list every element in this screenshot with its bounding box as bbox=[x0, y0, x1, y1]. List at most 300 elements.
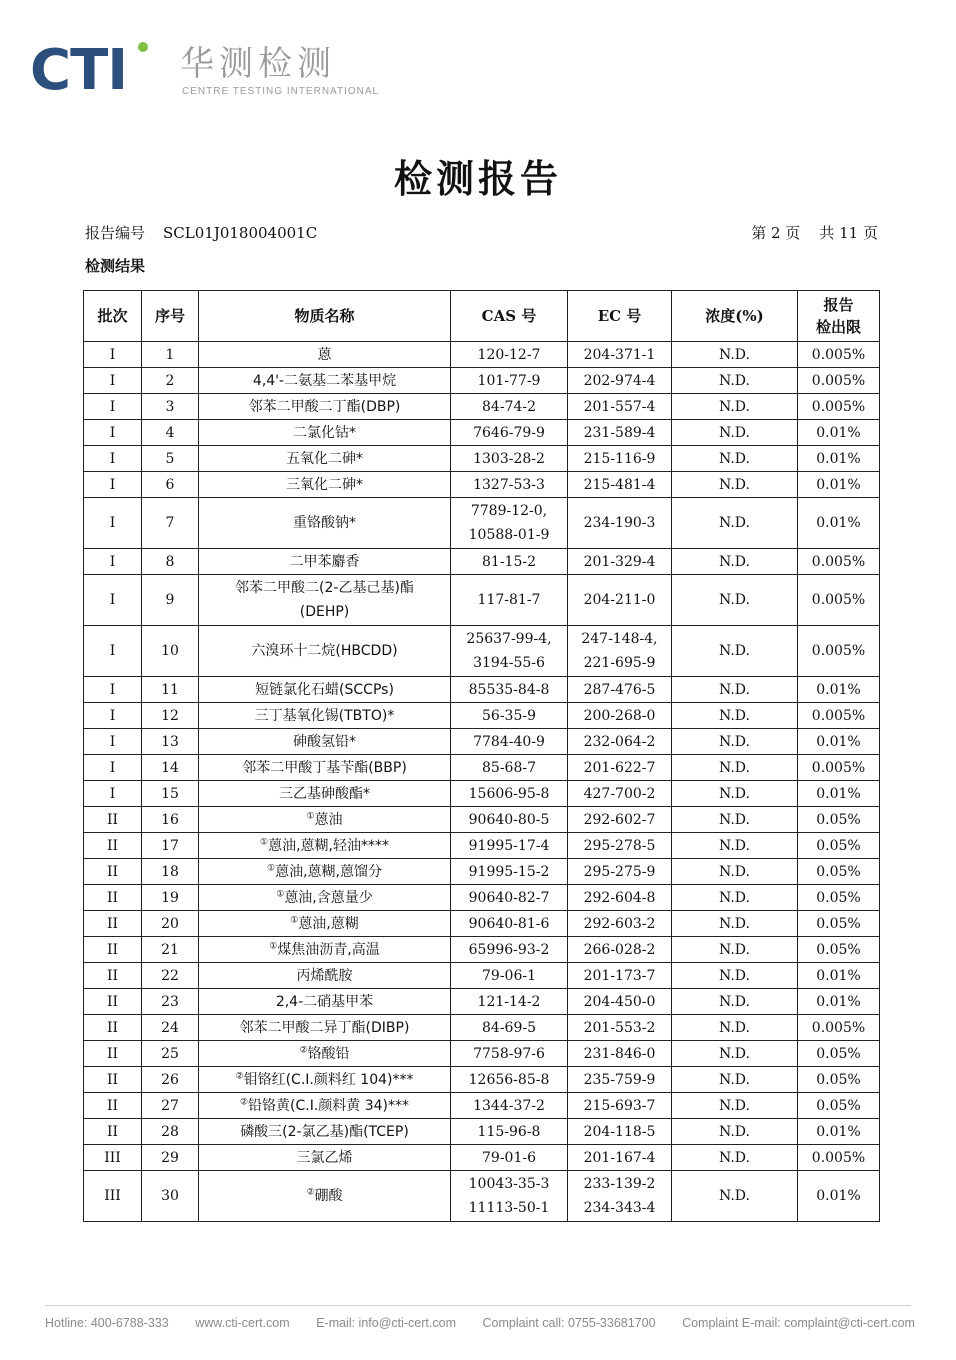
cell-substance-text: 邻苯二甲酸二丁酯(DBP) bbox=[248, 398, 401, 415]
cell-concentration bbox=[672, 755, 798, 781]
cell-concentration-text: N.D. bbox=[719, 889, 750, 906]
cell-limit-text: 0.05% bbox=[816, 863, 861, 880]
cell-concentration bbox=[672, 342, 798, 368]
cell-cas-text: 7784-40-9 bbox=[473, 733, 545, 750]
table-row bbox=[84, 911, 880, 937]
cell-substance-text: 短链氯化石蜡(SCCPs) bbox=[255, 681, 394, 698]
cell-ec bbox=[568, 989, 672, 1015]
cell-limit-text: 0.005% bbox=[811, 707, 866, 724]
cell-ec bbox=[568, 549, 672, 575]
cell-ec bbox=[568, 394, 672, 420]
cell-limit-text: 0.05% bbox=[816, 941, 861, 958]
cell-ec-text: 247-148-4, 221-695-9 bbox=[581, 631, 658, 671]
cell-batch bbox=[84, 963, 142, 989]
cell-cas-text: 117-81-7 bbox=[477, 592, 541, 608]
cell-substance-text: 重铬酸钠* bbox=[293, 515, 356, 531]
cell-concentration bbox=[672, 498, 798, 549]
cell-substance bbox=[199, 1067, 451, 1093]
cell-concentration-text: N.D. bbox=[719, 941, 750, 958]
cell-limit bbox=[798, 626, 880, 677]
cell-ec-text: 232-064-2 bbox=[583, 733, 656, 750]
cell-ec bbox=[568, 859, 672, 885]
cell-no-text: 7 bbox=[165, 515, 175, 531]
cell-concentration bbox=[672, 807, 798, 833]
cell-no-text: 3 bbox=[165, 398, 175, 415]
cell-batch-text: I bbox=[109, 707, 116, 724]
cell-substance-text: 邻苯二甲酸丁基苄酯(BBP) bbox=[242, 759, 407, 776]
cell-substance bbox=[199, 729, 451, 755]
cell-ec-text: 204-450-0 bbox=[583, 993, 656, 1010]
cell-limit bbox=[798, 1067, 880, 1093]
cell-ec-text: 215-481-4 bbox=[583, 476, 656, 493]
section-title: 检测结果 bbox=[85, 257, 146, 275]
cell-limit bbox=[798, 755, 880, 781]
cell-substance bbox=[199, 368, 451, 394]
cell-no bbox=[142, 549, 199, 575]
cell-substance-text: 蒽油 bbox=[314, 811, 343, 828]
cell-substance-text: 4,4'-二氨基二苯基甲烷 bbox=[252, 372, 397, 389]
cell-batch bbox=[84, 472, 142, 498]
cell-ec bbox=[568, 472, 672, 498]
cell-no bbox=[142, 1015, 199, 1041]
cell-substance-text: 钼铬红(C.I.颜料红 104)*** bbox=[243, 1071, 414, 1088]
cell-no bbox=[142, 1145, 199, 1171]
cell-batch bbox=[84, 1171, 142, 1222]
cell-no-text: 15 bbox=[161, 785, 179, 802]
footnote-marker: ① bbox=[276, 888, 285, 899]
footnote-marker: ② bbox=[306, 1187, 315, 1198]
cell-substance bbox=[199, 989, 451, 1015]
cell-concentration-text: N.D. bbox=[719, 476, 750, 493]
cell-cas-text: 91995-17-4 bbox=[468, 837, 550, 854]
cell-limit-text: 0.005% bbox=[811, 372, 866, 389]
cell-concentration bbox=[672, 368, 798, 394]
cell-concentration-text: N.D. bbox=[719, 643, 750, 659]
cell-concentration-text: N.D. bbox=[719, 707, 750, 724]
footer-email: E-mail: info@cti-cert.com bbox=[316, 1316, 456, 1330]
cell-ec-text: 233-139-2 234-343-4 bbox=[583, 1176, 656, 1216]
cell-concentration bbox=[672, 420, 798, 446]
cell-cas bbox=[451, 394, 568, 420]
cell-no-text: 10 bbox=[161, 643, 179, 659]
cell-batch bbox=[84, 549, 142, 575]
cell-cas bbox=[451, 368, 568, 394]
cell-limit bbox=[798, 342, 880, 368]
cell-limit-text: 0.01% bbox=[816, 450, 861, 467]
cell-ec bbox=[568, 833, 672, 859]
table-row bbox=[84, 1067, 880, 1093]
cell-ec-text: 204-371-1 bbox=[583, 346, 656, 363]
cell-ec-text: 201-173-7 bbox=[583, 967, 656, 984]
cell-limit-text: 0.05% bbox=[816, 837, 861, 854]
cell-batch bbox=[84, 1119, 142, 1145]
cell-limit-text: 0.005% bbox=[811, 1149, 866, 1166]
cell-substance bbox=[199, 1171, 451, 1222]
header-no: 序号 bbox=[142, 291, 199, 342]
cell-no-text: 13 bbox=[161, 733, 179, 750]
cell-batch bbox=[84, 989, 142, 1015]
cell-cas-text: 1327-53-3 bbox=[473, 476, 545, 493]
cell-no bbox=[142, 1041, 199, 1067]
cell-no bbox=[142, 807, 199, 833]
cell-batch-text: II bbox=[106, 1097, 119, 1114]
cell-concentration bbox=[672, 677, 798, 703]
cell-no bbox=[142, 342, 199, 368]
cell-ec bbox=[568, 1145, 672, 1171]
cell-limit bbox=[798, 859, 880, 885]
footer-hotline: Hotline: 400-6788-333 bbox=[45, 1316, 169, 1330]
cell-substance-text: 煤焦油沥青,高温 bbox=[277, 941, 380, 958]
cell-batch bbox=[84, 575, 142, 626]
cell-batch bbox=[84, 1041, 142, 1067]
cell-cas-text: 79-01-6 bbox=[482, 1149, 536, 1166]
cell-batch-text: I bbox=[109, 643, 116, 659]
table-row bbox=[84, 1093, 880, 1119]
cell-substance-text: 蒽油,蒽糊,轻油**** bbox=[268, 837, 389, 854]
cell-no-text: 25 bbox=[161, 1045, 179, 1062]
cell-concentration bbox=[672, 885, 798, 911]
cell-cas-text: 90640-80-5 bbox=[468, 811, 550, 828]
cell-no-text: 9 bbox=[165, 592, 175, 608]
cell-batch bbox=[84, 394, 142, 420]
cell-no-text: 27 bbox=[161, 1097, 179, 1114]
cell-no bbox=[142, 498, 199, 549]
cell-batch bbox=[84, 1145, 142, 1171]
report-number bbox=[85, 222, 317, 243]
cell-batch-text: I bbox=[109, 450, 116, 467]
cell-cas-text: 1303-28-2 bbox=[473, 450, 545, 467]
table-row bbox=[84, 963, 880, 989]
cell-ec bbox=[568, 575, 672, 626]
header-limit: 报告 检出限 bbox=[798, 291, 880, 342]
cell-cas bbox=[451, 807, 568, 833]
cell-cas bbox=[451, 677, 568, 703]
cell-no bbox=[142, 937, 199, 963]
cell-concentration-text: N.D. bbox=[719, 785, 750, 802]
cell-limit bbox=[798, 911, 880, 937]
cell-substance bbox=[199, 575, 451, 626]
cell-no bbox=[142, 755, 199, 781]
cell-cas bbox=[451, 1041, 568, 1067]
cell-limit-text: 0.01% bbox=[816, 1123, 861, 1140]
cell-concentration-text: N.D. bbox=[719, 915, 750, 932]
cell-batch-text: II bbox=[106, 941, 119, 958]
cell-substance bbox=[199, 911, 451, 937]
header-concentration: 浓度(%) bbox=[672, 291, 798, 342]
table-header-row bbox=[84, 291, 880, 342]
cell-batch bbox=[84, 1015, 142, 1041]
cell-no bbox=[142, 575, 199, 626]
cell-concentration-text: N.D. bbox=[719, 553, 750, 570]
cell-batch-text: I bbox=[109, 785, 116, 802]
table-row bbox=[84, 885, 880, 911]
cell-batch-text: III bbox=[104, 1188, 121, 1204]
cell-limit bbox=[798, 549, 880, 575]
cell-ec bbox=[568, 1093, 672, 1119]
cell-limit bbox=[798, 498, 880, 549]
cell-substance-text: 蒽油,蒽糊,蒽馏分 bbox=[275, 863, 382, 880]
table-row bbox=[84, 833, 880, 859]
cell-limit bbox=[798, 677, 880, 703]
cell-concentration-text: N.D. bbox=[719, 1188, 750, 1204]
footer-divider bbox=[45, 1305, 911, 1306]
logo-chinese-name: 华测检测 bbox=[180, 44, 336, 84]
cell-limit-text: 0.01% bbox=[816, 681, 861, 698]
cell-limit-text: 0.01% bbox=[816, 967, 861, 984]
report-number-value: SCL01J018004001C bbox=[163, 224, 318, 242]
table-row bbox=[84, 859, 880, 885]
cell-ec bbox=[568, 937, 672, 963]
cell-batch bbox=[84, 729, 142, 755]
cell-substance-text: 三丁基氧化锡(TBTO)* bbox=[254, 707, 395, 724]
cell-substance bbox=[199, 626, 451, 677]
cell-cas bbox=[451, 1145, 568, 1171]
cell-cas bbox=[451, 781, 568, 807]
cell-limit bbox=[798, 394, 880, 420]
logo-english-name: CENTRE TESTING INTERNATIONAL bbox=[182, 86, 380, 97]
cell-ec-text: 234-190-3 bbox=[583, 515, 656, 531]
cell-cas-text: 121-14-2 bbox=[477, 993, 541, 1010]
cell-cas-text: 1344-37-2 bbox=[473, 1097, 545, 1114]
cell-substance bbox=[199, 1093, 451, 1119]
cell-concentration-text: N.D. bbox=[719, 1123, 750, 1140]
cell-cas bbox=[451, 937, 568, 963]
cell-cas-text: 81-15-2 bbox=[482, 553, 536, 570]
cell-concentration bbox=[672, 963, 798, 989]
cell-limit-text: 0.05% bbox=[816, 1097, 861, 1114]
cell-batch bbox=[84, 833, 142, 859]
cell-ec-text: 201-329-4 bbox=[583, 553, 656, 570]
cell-substance bbox=[199, 446, 451, 472]
table-row bbox=[84, 472, 880, 498]
header-cas: CAS 号 bbox=[451, 291, 568, 342]
cell-limit-text: 0.01% bbox=[816, 424, 861, 441]
table-row bbox=[84, 1145, 880, 1171]
cell-no bbox=[142, 781, 199, 807]
cell-concentration bbox=[672, 937, 798, 963]
header-ec: EC 号 bbox=[568, 291, 672, 342]
cell-no bbox=[142, 677, 199, 703]
cell-limit bbox=[798, 368, 880, 394]
cell-cas bbox=[451, 626, 568, 677]
cell-ec bbox=[568, 963, 672, 989]
cell-ec-text: 427-700-2 bbox=[583, 785, 656, 802]
cell-ec-text: 266-028-2 bbox=[583, 941, 656, 958]
cell-ec bbox=[568, 755, 672, 781]
cell-ec-text: 231-846-0 bbox=[583, 1045, 656, 1062]
cell-cas bbox=[451, 833, 568, 859]
cell-ec-text: 235-759-9 bbox=[583, 1071, 656, 1088]
footnote-marker: ② bbox=[299, 1044, 308, 1055]
cell-no-text: 1 bbox=[165, 346, 175, 363]
cell-no-text: 4 bbox=[165, 424, 175, 441]
cell-limit-text: 0.005% bbox=[811, 553, 866, 570]
cell-cas bbox=[451, 472, 568, 498]
cell-batch bbox=[84, 781, 142, 807]
cell-concentration-text: N.D. bbox=[719, 681, 750, 698]
cell-concentration-text: N.D. bbox=[719, 811, 750, 828]
results-table bbox=[83, 290, 880, 1222]
cell-no-text: 16 bbox=[161, 811, 179, 828]
cell-batch bbox=[84, 1093, 142, 1119]
cell-cas bbox=[451, 911, 568, 937]
cell-concentration bbox=[672, 549, 798, 575]
cell-concentration-text: N.D. bbox=[719, 863, 750, 880]
cell-substance-text: 三氯乙烯 bbox=[296, 1149, 353, 1166]
cell-substance-text: 铬酸铅 bbox=[307, 1045, 350, 1062]
cell-substance bbox=[199, 833, 451, 859]
table-row bbox=[84, 1041, 880, 1067]
cell-concentration-text: N.D. bbox=[719, 592, 750, 608]
cell-substance bbox=[199, 755, 451, 781]
cell-no bbox=[142, 703, 199, 729]
cell-cas-text: 56-35-9 bbox=[482, 707, 536, 724]
cell-batch bbox=[84, 703, 142, 729]
cell-cas bbox=[451, 342, 568, 368]
cell-cas bbox=[451, 1093, 568, 1119]
cell-batch-text: I bbox=[109, 372, 116, 389]
cell-no bbox=[142, 833, 199, 859]
cell-limit bbox=[798, 781, 880, 807]
cell-limit bbox=[798, 1093, 880, 1119]
cell-ec-text: 202-974-4 bbox=[583, 372, 656, 389]
cell-no-text: 18 bbox=[161, 863, 179, 880]
cell-batch bbox=[84, 937, 142, 963]
cell-ec-text: 204-118-5 bbox=[583, 1123, 656, 1140]
cell-limit-text: 0.01% bbox=[816, 476, 861, 493]
cell-concentration-text: N.D. bbox=[719, 346, 750, 363]
cell-concentration-text: N.D. bbox=[719, 372, 750, 389]
cell-limit-text: 0.005% bbox=[811, 643, 866, 659]
cell-concentration bbox=[672, 911, 798, 937]
footnote-marker: ① bbox=[260, 836, 269, 847]
cell-ec-text: 292-603-2 bbox=[583, 915, 656, 932]
cell-batch-text: I bbox=[109, 592, 116, 608]
cell-cas bbox=[451, 1171, 568, 1222]
cell-cas bbox=[451, 703, 568, 729]
footnote-marker: ② bbox=[239, 1096, 249, 1107]
cell-no bbox=[142, 859, 199, 885]
cell-cas-text: 15606-95-8 bbox=[468, 785, 550, 802]
table-row bbox=[84, 989, 880, 1015]
cell-concentration-text: N.D. bbox=[719, 1045, 750, 1062]
footnote-marker: ① bbox=[269, 940, 278, 951]
cell-batch bbox=[84, 807, 142, 833]
cell-ec bbox=[568, 1067, 672, 1093]
cell-batch bbox=[84, 885, 142, 911]
cell-limit-text: 0.005% bbox=[811, 398, 866, 415]
header-substance: 物质名称 bbox=[199, 291, 451, 342]
table-row bbox=[84, 677, 880, 703]
cell-cas bbox=[451, 885, 568, 911]
cell-cas-text: 65996-93-2 bbox=[468, 941, 550, 958]
cell-concentration-text: N.D. bbox=[719, 733, 750, 750]
cell-batch-text: II bbox=[106, 863, 119, 880]
cell-limit bbox=[798, 729, 880, 755]
cell-substance bbox=[199, 420, 451, 446]
cell-substance bbox=[199, 859, 451, 885]
cell-concentration-text: N.D. bbox=[719, 1071, 750, 1088]
cell-cas bbox=[451, 498, 568, 549]
cell-no-text: 24 bbox=[161, 1019, 179, 1036]
cell-concentration bbox=[672, 703, 798, 729]
cell-ec bbox=[568, 342, 672, 368]
page-info: 第 2 页 共 11 页 bbox=[751, 224, 878, 242]
footnote-marker: ② bbox=[235, 1070, 244, 1081]
cell-cas-text: 85535-84-8 bbox=[468, 681, 550, 698]
cell-concentration bbox=[672, 1041, 798, 1067]
cell-batch bbox=[84, 859, 142, 885]
cell-concentration bbox=[672, 781, 798, 807]
cell-substance-text: 蒽油,含蒽量少 bbox=[284, 889, 373, 906]
cell-substance-text: 磷酸三(2-氯乙基)酯(TCEP) bbox=[240, 1123, 409, 1140]
cell-limit-text: 0.05% bbox=[816, 889, 861, 906]
cell-substance-text: 二甲苯麝香 bbox=[289, 553, 360, 570]
cell-ec-text: 200-268-0 bbox=[583, 707, 656, 724]
cell-batch-text: II bbox=[106, 811, 119, 828]
cell-concentration-text: N.D. bbox=[719, 398, 750, 415]
footer bbox=[45, 1316, 915, 1330]
cell-substance bbox=[199, 963, 451, 989]
cell-cas-text: 84-69-5 bbox=[482, 1019, 536, 1036]
cell-concentration-text: N.D. bbox=[719, 450, 750, 467]
cell-cas-text: 115-96-8 bbox=[477, 1123, 541, 1140]
cell-cas-text: 7646-79-9 bbox=[473, 424, 545, 441]
cell-limit bbox=[798, 807, 880, 833]
cell-batch-text: II bbox=[106, 889, 119, 906]
cell-no bbox=[142, 446, 199, 472]
cell-ec bbox=[568, 498, 672, 549]
cell-limit-text: 0.005% bbox=[811, 1019, 866, 1036]
cell-ec bbox=[568, 368, 672, 394]
cell-batch-text: I bbox=[109, 733, 116, 750]
cell-substance bbox=[199, 498, 451, 549]
footer-website: www.cti-cert.com bbox=[195, 1316, 290, 1330]
cell-limit-text: 0.05% bbox=[816, 1071, 861, 1088]
cell-limit bbox=[798, 1145, 880, 1171]
cell-cas bbox=[451, 1119, 568, 1145]
footnote-marker: ① bbox=[267, 862, 276, 873]
cell-concentration-text: N.D. bbox=[719, 759, 750, 776]
cell-batch bbox=[84, 1067, 142, 1093]
cell-ec-text: 215-116-9 bbox=[583, 450, 656, 467]
cell-no bbox=[142, 472, 199, 498]
cell-no-text: 29 bbox=[161, 1149, 179, 1166]
cell-cas-text: 25637-99-4, 3194-55-6 bbox=[466, 631, 552, 671]
cell-cas bbox=[451, 989, 568, 1015]
cell-concentration bbox=[672, 1145, 798, 1171]
cell-substance-text: 砷酸氢铅* bbox=[293, 733, 356, 750]
cell-limit bbox=[798, 1015, 880, 1041]
table-row bbox=[84, 1119, 880, 1145]
cell-limit bbox=[798, 963, 880, 989]
cell-batch bbox=[84, 755, 142, 781]
cell-no-text: 2 bbox=[165, 372, 175, 389]
cell-cas bbox=[451, 575, 568, 626]
cell-limit bbox=[798, 1119, 880, 1145]
cell-ec bbox=[568, 1041, 672, 1067]
cell-cas bbox=[451, 859, 568, 885]
cell-substance-text: 蒽 bbox=[317, 346, 332, 363]
cell-limit-text: 0.05% bbox=[816, 1045, 861, 1062]
table-row bbox=[84, 626, 880, 677]
cell-substance bbox=[199, 1015, 451, 1041]
cell-concentration bbox=[672, 1015, 798, 1041]
cell-no bbox=[142, 394, 199, 420]
cell-limit bbox=[798, 937, 880, 963]
cell-limit bbox=[798, 703, 880, 729]
cell-substance bbox=[199, 1119, 451, 1145]
